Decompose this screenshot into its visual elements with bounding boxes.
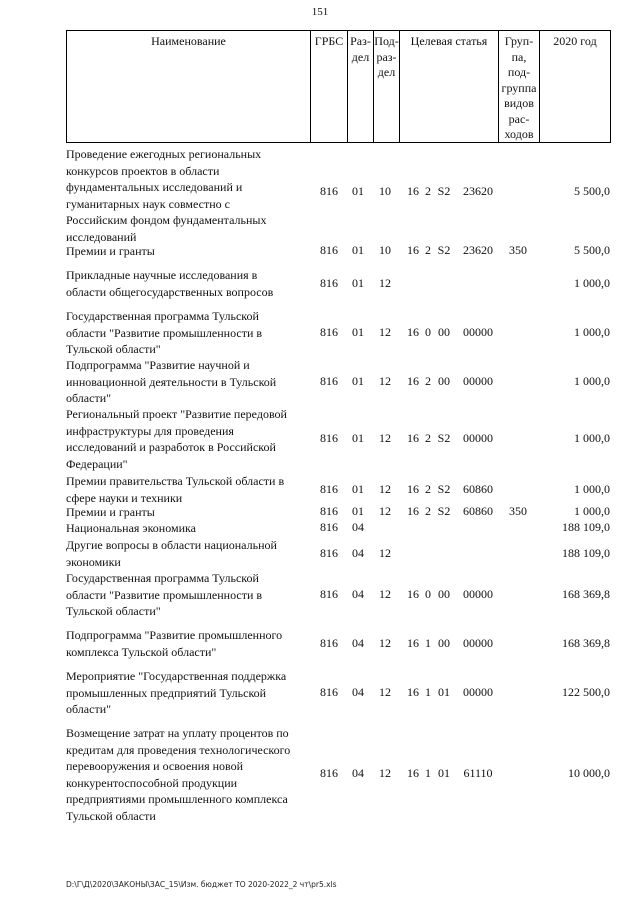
cell-target-subprogram: 2: [425, 184, 431, 198]
cell-grbs: 816: [320, 184, 338, 198]
cell-razdel: 04: [352, 587, 364, 601]
cell-target-program: 16: [407, 184, 419, 198]
cell-grbs: 816: [320, 276, 338, 290]
cell-target-program: 16: [407, 374, 419, 388]
cell-target-subprogram: 0: [425, 587, 431, 601]
cell-target-subprogram: 0: [425, 325, 431, 339]
cell-grbs: 816: [320, 546, 338, 560]
cell-amount: 5 500,0: [574, 243, 610, 257]
cell-podrazdel: 12: [379, 276, 391, 290]
cell-grbs: 816: [320, 520, 338, 534]
cell-target-program: 16: [407, 431, 419, 445]
header-target: Целевая статья: [410, 34, 488, 48]
cell-amount: 122 500,0: [562, 685, 610, 699]
cell-target-code: 00000: [463, 431, 493, 445]
cell-target-program: 16: [407, 587, 419, 601]
cell-razdel: 04: [352, 546, 364, 560]
cell-podrazdel: 10: [379, 243, 391, 257]
page-number: 151: [311, 6, 329, 18]
cell-target-program: 16: [407, 243, 419, 257]
cell-target-program: 16: [407, 766, 419, 780]
cell-target-event: S2: [437, 184, 451, 198]
cell-razdel: 04: [352, 636, 364, 650]
cell-grbs: 816: [320, 325, 338, 339]
header-razdel: Раз- дел: [350, 34, 371, 64]
cell-razdel: 04: [352, 766, 364, 780]
row-name: Другие вопросы в области национальной экономики: [66, 538, 277, 569]
cell-target-code: 60860: [463, 504, 493, 518]
cell-target-program: 16: [407, 636, 419, 650]
cell-target-code: 00000: [463, 374, 493, 388]
cell-podrazdel: 10: [379, 184, 391, 198]
cell-razdel: 01: [352, 374, 364, 388]
cell-target-code: 00000: [463, 685, 493, 699]
cell-target-subprogram: 2: [425, 504, 431, 518]
cell-target-event: 01: [438, 766, 450, 780]
cell-grbs: 816: [320, 482, 338, 496]
cell-amount: 188 109,0: [562, 546, 610, 560]
cell-razdel: 01: [352, 276, 364, 290]
cell-target-code: 00000: [463, 636, 493, 650]
cell-podrazdel: 12: [379, 685, 391, 699]
cell-target-event: 01: [438, 685, 450, 699]
cell-target-subprogram: 1: [425, 685, 431, 699]
cell-grbs: 816: [320, 685, 338, 699]
cell-target-event: S2: [437, 482, 451, 496]
cell-podrazdel: 12: [379, 374, 391, 388]
cell-amount: 1 000,0: [574, 482, 610, 496]
cell-grbs: 816: [320, 243, 338, 257]
cell-amount: 1 000,0: [574, 276, 610, 290]
cell-grbs: 816: [320, 431, 338, 445]
header-year: 2020 год: [553, 34, 597, 48]
cell-podrazdel: 12: [379, 431, 391, 445]
cell-target-event: S2: [437, 243, 451, 257]
cell-amount: 10 000,0: [568, 766, 610, 780]
row-name: Возмещение затрат на уплату процентов по кредитам для проведения технологического перевооружения и освоения новой конкурентоспособной продукции предприятиями промышленного комплекса Тульской области: [66, 726, 291, 823]
cell-razdel: 01: [352, 184, 364, 198]
cell-target-program: 16: [407, 482, 419, 496]
header-group: Груп- па, под- группа видов рас- ходов: [501, 34, 537, 141]
cell-target-code: 60860: [463, 482, 493, 496]
row-name: Государственная программа Тульской области "Развитие промышленности в Тульской области": [66, 309, 263, 356]
cell-target-event: S2: [437, 431, 451, 445]
header-podrazdel: Под- раз- дел: [374, 34, 399, 79]
cell-podrazdel: 12: [379, 636, 391, 650]
cell-razdel: 01: [352, 482, 364, 496]
cell-target-code: 00000: [463, 587, 493, 601]
row-name: Подпрограмма "Развитие промышленного комплекса Тульской области": [66, 628, 283, 659]
cell-target-event: 00: [438, 636, 450, 650]
cell-expense-group: 350: [509, 243, 527, 257]
row-name: Премии и гранты: [66, 244, 155, 258]
row-name: Национальная экономика: [66, 521, 196, 535]
cell-amount: 5 500,0: [574, 184, 610, 198]
header-grbs: ГРБС: [314, 34, 344, 48]
row-name: Мероприятие "Государственная поддержка промышленных предприятий Тульской области": [66, 669, 287, 716]
cell-razdel: 04: [352, 520, 364, 534]
cell-target-event: 00: [438, 374, 450, 388]
cell-amount: 168 369,8: [562, 587, 610, 601]
cell-grbs: 816: [320, 587, 338, 601]
cell-grbs: 816: [320, 504, 338, 518]
cell-grbs: 816: [320, 766, 338, 780]
row-name: Премии правительства Тульской области в сфере науки и техники: [66, 474, 285, 505]
row-name: Прикладные научные исследования в области общегосударственных вопросов: [66, 268, 274, 299]
row-name: Премии и гранты: [66, 505, 155, 519]
cell-target-code: 23620: [463, 243, 493, 257]
cell-razdel: 01: [352, 243, 364, 257]
cell-grbs: 816: [320, 636, 338, 650]
row-name: Региональный проект "Развитие передовой инфраструктуры для проведения исследований и разработок в Российской Федерации": [66, 407, 287, 471]
cell-target-subprogram: 1: [425, 766, 431, 780]
cell-podrazdel: 12: [379, 546, 391, 560]
cell-amount: 188 109,0: [562, 520, 610, 534]
row-name: Государственная программа Тульской области "Развитие промышленности в Тульской области": [66, 571, 263, 618]
cell-target-code: 61110: [463, 766, 493, 780]
cell-podrazdel: 12: [379, 482, 391, 496]
cell-razdel: 01: [352, 431, 364, 445]
cell-amount: 168 369,8: [562, 636, 610, 650]
cell-razdel: 04: [352, 685, 364, 699]
cell-podrazdel: 12: [379, 587, 391, 601]
cell-expense-group: 350: [509, 504, 527, 518]
cell-target-subprogram: 2: [425, 243, 431, 257]
file-path-footer: D:\Г\Д\2020\ЗАКОНЫ\ЗАС_15\Изм. бюджет ТО 2020-2022_2 чт\pr5.xls: [66, 880, 337, 889]
cell-podrazdel: 12: [379, 504, 391, 518]
cell-target-subprogram: 2: [425, 431, 431, 445]
cell-podrazdel: 12: [379, 325, 391, 339]
row-name: Подпрограмма "Развитие научной и инновационной деятельности в Тульской области": [66, 358, 277, 405]
cell-target-program: 16: [407, 325, 419, 339]
row-name: Проведение ежегодных региональных конкурсов проектов в области фундаментальных исследований и гуманитарных наук совместно с Российским фондом фундаментальных исследований: [66, 147, 267, 244]
cell-target-event: 00: [438, 587, 450, 601]
cell-target-event: 00: [438, 325, 450, 339]
cell-target-subprogram: 2: [425, 374, 431, 388]
cell-target-code: 00000: [463, 325, 493, 339]
cell-target-event: S2: [437, 504, 451, 518]
cell-amount: 1 000,0: [574, 431, 610, 445]
cell-amount: 1 000,0: [574, 325, 610, 339]
cell-amount: 1 000,0: [574, 374, 610, 388]
cell-target-program: 16: [407, 504, 419, 518]
cell-razdel: 01: [352, 504, 364, 518]
cell-target-program: 16: [407, 685, 419, 699]
cell-podrazdel: 12: [379, 766, 391, 780]
cell-target-subprogram: 1: [425, 636, 431, 650]
cell-grbs: 816: [320, 374, 338, 388]
cell-amount: 1 000,0: [574, 504, 610, 518]
cell-razdel: 01: [352, 325, 364, 339]
cell-target-code: 23620: [463, 184, 493, 198]
cell-target-subprogram: 2: [425, 482, 431, 496]
header-name: Наименование: [151, 34, 226, 48]
